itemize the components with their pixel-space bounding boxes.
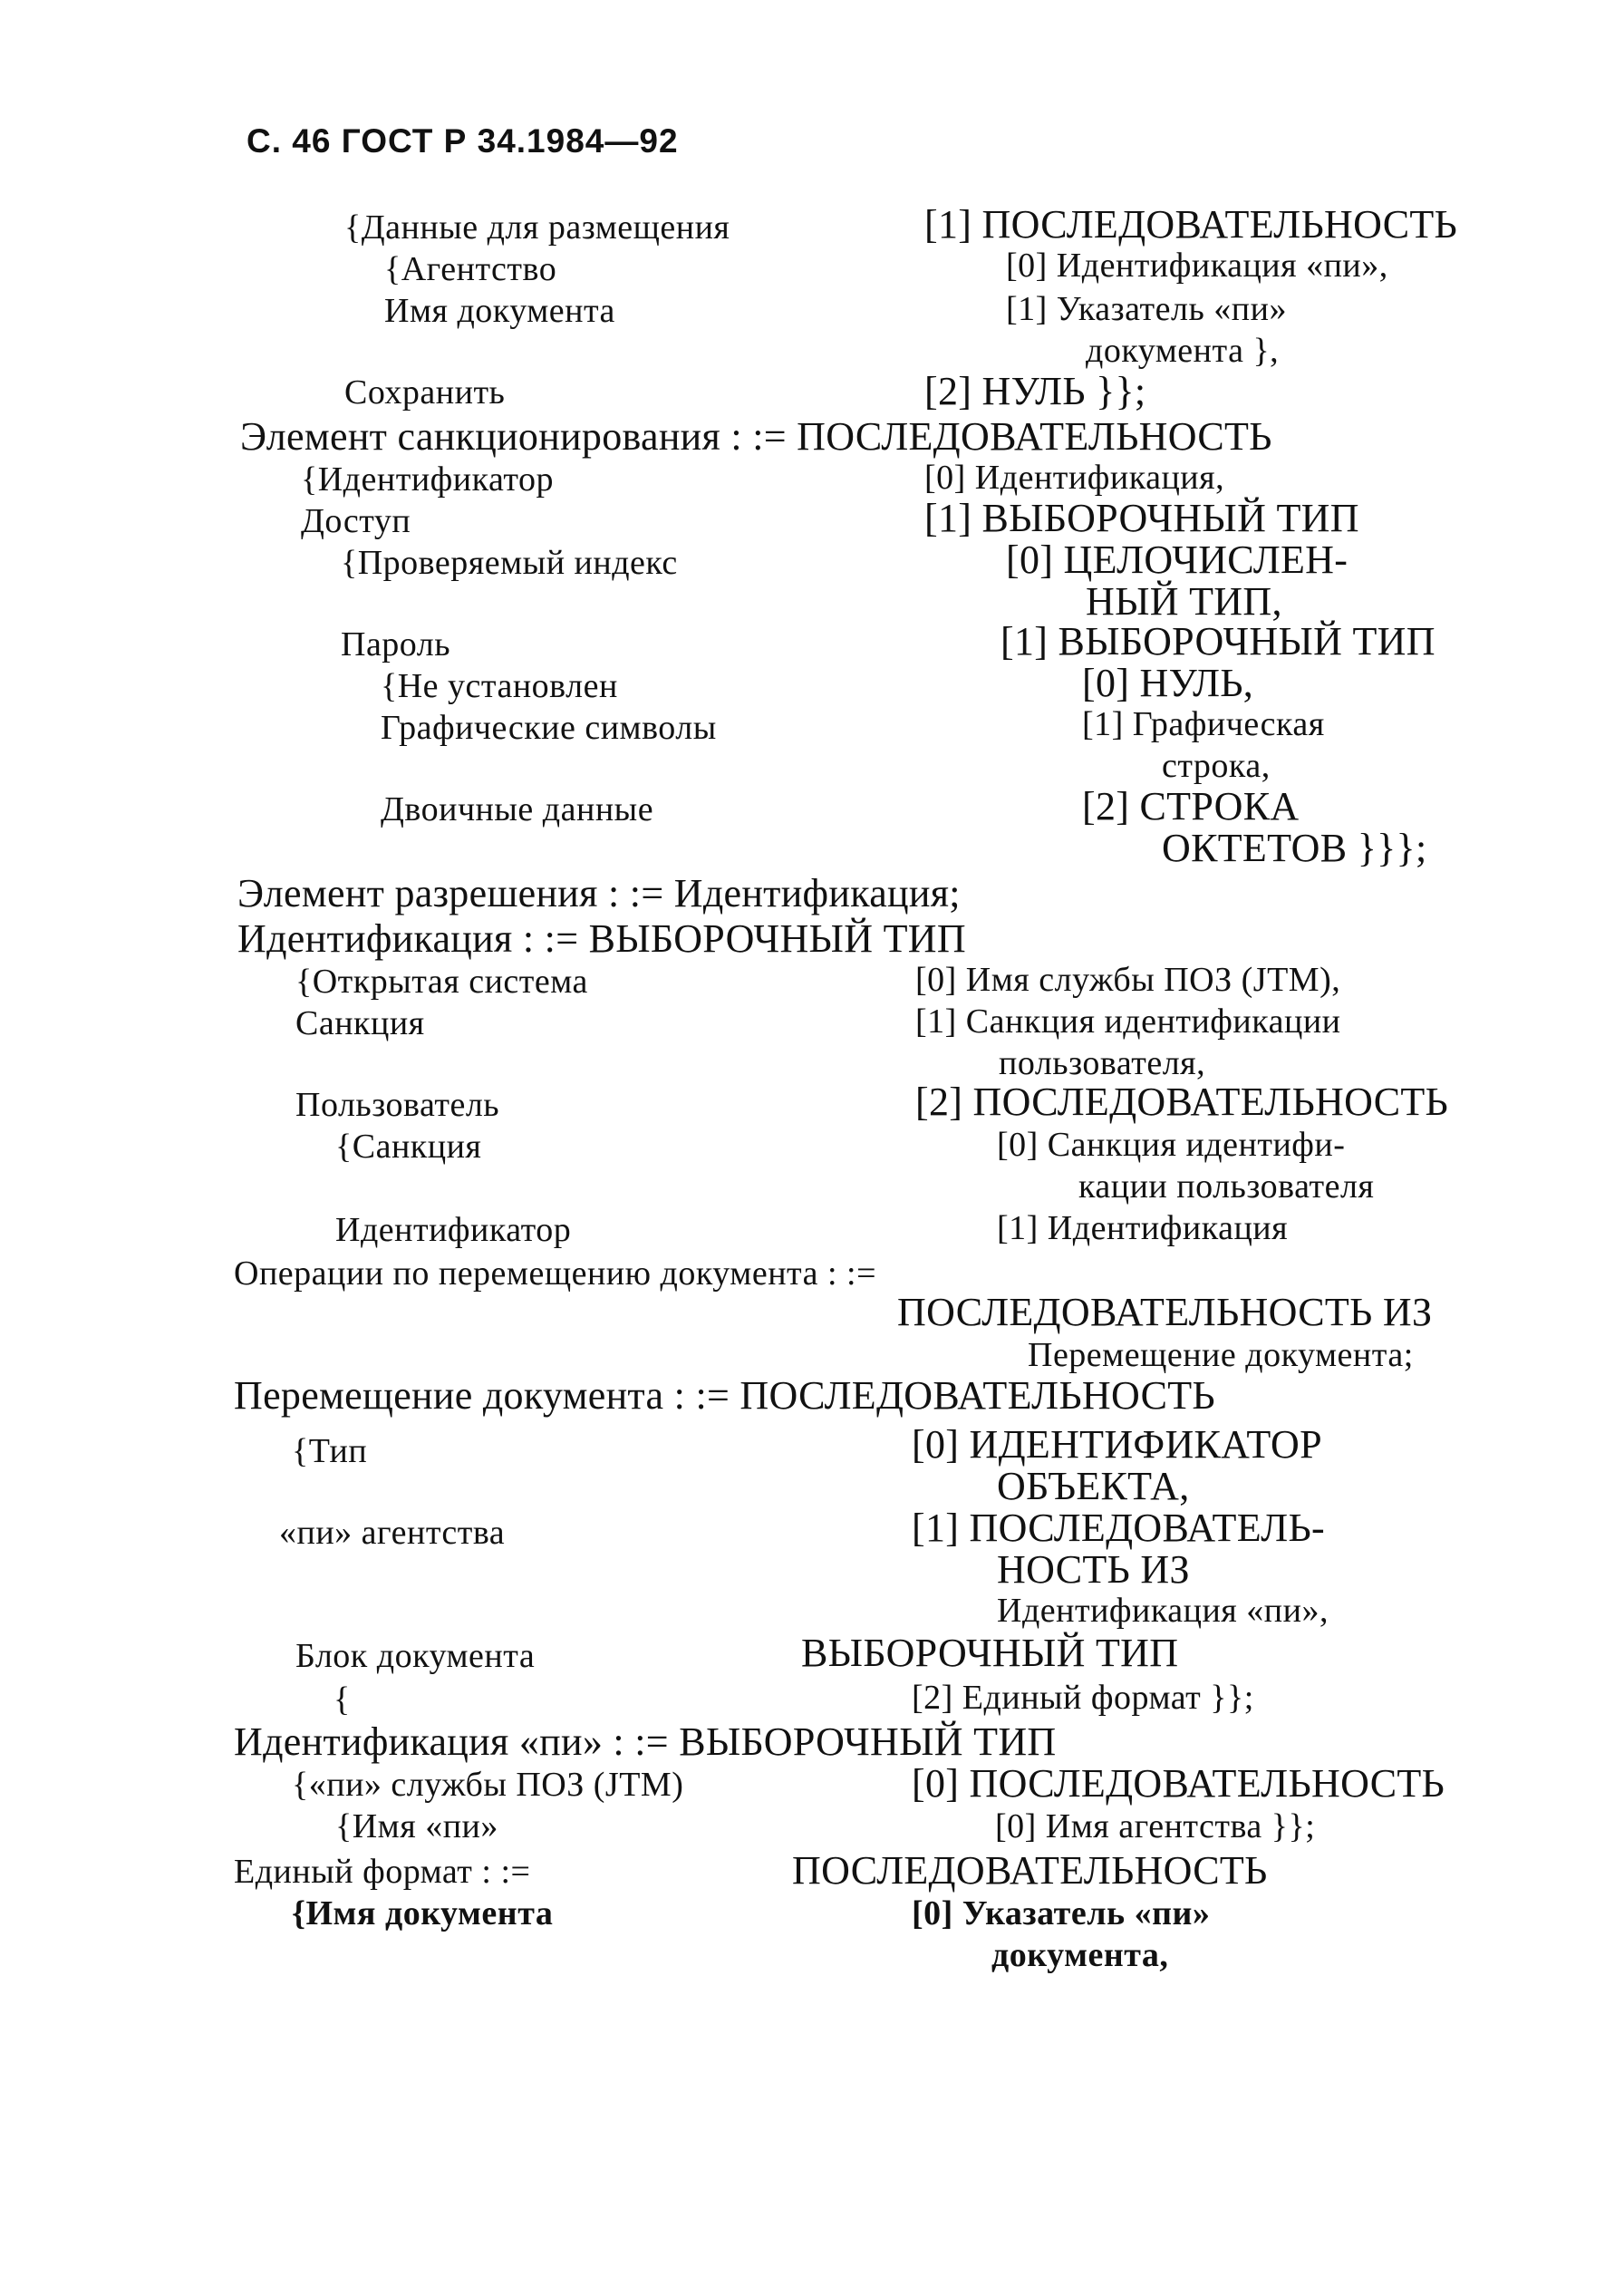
- text-line: Доступ: [301, 502, 411, 540]
- text-line: [0] Имя агентства }};: [995, 1807, 1316, 1845]
- text-line: пользователя,: [999, 1044, 1206, 1082]
- text-line: Идентификация «пи» : := ВЫБОРОЧНЫЙ ТИП: [234, 1719, 1057, 1764]
- text-line: [2] Единый формат }};: [912, 1679, 1254, 1717]
- text-line: документа },: [1086, 332, 1280, 370]
- text-line: [1] ПОСЛЕДОВАТЕЛЬНОСТЬ: [924, 202, 1458, 247]
- text-line: {«пи» службы ПОЗ (JTM): [292, 1766, 684, 1804]
- text-line: Идентификатор: [335, 1211, 572, 1249]
- text-line: {Открытая система: [295, 963, 588, 1001]
- text-line: Идентификация : := ВЫБОРОЧНЫЙ ТИП: [237, 916, 966, 961]
- text-line: кации пользователя: [1078, 1167, 1375, 1206]
- text-line: [2] ПОСЛЕДОВАТЕЛЬНОСТЬ: [915, 1080, 1449, 1124]
- text-line: [2] НУЛЬ }};: [924, 369, 1146, 413]
- text-line: Элемент санкционирования : := ПОСЛЕДОВАТЕЛЬНОСТЬ: [240, 414, 1272, 459]
- text-line: Перемещение документа : := ПОСЛЕДОВАТЕЛЬНОСТЬ: [234, 1373, 1215, 1418]
- text-line: документа,: [991, 1936, 1169, 1974]
- text-line: {Имя документа: [292, 1894, 554, 1932]
- text-line: [1] Указатель «пи»: [1006, 290, 1287, 328]
- text-line: Сохранить: [344, 373, 506, 412]
- text-line: ПОСЛЕДОВАТЕЛЬНОСТЬ ИЗ: [897, 1290, 1433, 1334]
- text-line: [0] ЦЕЛОЧИСЛЕН-: [1006, 538, 1348, 582]
- text-line: [1] ВЫБОРОЧНЫЙ ТИП: [924, 496, 1359, 540]
- text-line: [2] СТРОКА: [1082, 784, 1300, 828]
- text-line: [1] Санкция идентификации: [915, 1002, 1341, 1041]
- text-line: Идентификация «пи»,: [997, 1592, 1329, 1630]
- text-line: ПОСЛЕДОВАТЕЛЬНОСТЬ: [792, 1848, 1268, 1893]
- text-line: {Имя «пи»: [335, 1807, 498, 1845]
- text-line: Элемент разрешения : := Идентификация;: [237, 871, 961, 915]
- text-line: Операции по перемещению документа : :=: [234, 1254, 877, 1293]
- page-header: С. 46 ГОСТ Р 34.1984—92: [246, 122, 679, 160]
- text-line: [1] Идентификация: [997, 1209, 1289, 1247]
- text-line: Перемещение документа;: [1028, 1336, 1414, 1374]
- text-line: [0] Имя службы ПОЗ (JTM),: [915, 961, 1341, 999]
- text-line: Двоичные данные: [381, 790, 654, 828]
- text-line: [0] Идентификация «пи»,: [1006, 247, 1388, 285]
- text-line: [0] ПОСЛЕДОВАТЕЛЬНОСТЬ: [912, 1761, 1445, 1806]
- text-line: НОСТЬ ИЗ: [997, 1547, 1190, 1592]
- text-line: {Санкция: [335, 1128, 482, 1166]
- text-line: [0] Санкция идентифи-: [997, 1126, 1346, 1164]
- text-line: [0] Указатель «пи»: [912, 1894, 1211, 1932]
- text-line: НЫЙ ТИП,: [1086, 579, 1282, 624]
- text-line: Блок документа: [295, 1637, 536, 1675]
- text-line: [0] НУЛЬ,: [1082, 661, 1254, 705]
- text-line: Графические символы: [381, 709, 717, 747]
- text-line: [1] ПОСЛЕДОВАТЕЛЬ-: [912, 1506, 1325, 1550]
- text-line: Санкция: [295, 1004, 425, 1042]
- text-line: {Тип: [292, 1432, 368, 1470]
- text-line: Пользователь: [295, 1086, 500, 1124]
- text-line: ВЫБОРОЧНЫЙ ТИП: [801, 1631, 1179, 1675]
- text-line: {Проверяемый индекс: [341, 544, 678, 582]
- text-line: Имя документа: [384, 292, 615, 330]
- text-line: {: [334, 1680, 351, 1719]
- text-line: [0] ИДЕНТИФИКАТОР: [912, 1422, 1322, 1467]
- text-line: Единый формат : :=: [234, 1853, 531, 1891]
- text-line: [1] ВЫБОРОЧНЫЙ ТИП: [1000, 619, 1436, 663]
- text-line: [0] Идентификация,: [924, 459, 1225, 497]
- text-line: {Идентификатор: [301, 460, 554, 499]
- text-line: строка,: [1162, 747, 1271, 785]
- text-line: ОБЪЕКТА,: [997, 1464, 1190, 1508]
- text-line: «пи» агентства: [279, 1514, 506, 1552]
- text-line: [1] Графическая: [1082, 705, 1325, 743]
- text-line: ОКТЕТОВ }}};: [1162, 826, 1427, 870]
- text-line: Пароль: [341, 625, 451, 663]
- text-line: {Данные для размещения: [344, 208, 730, 247]
- text-line: {Не установлен: [381, 667, 618, 705]
- text-line: {Агентство: [384, 250, 557, 288]
